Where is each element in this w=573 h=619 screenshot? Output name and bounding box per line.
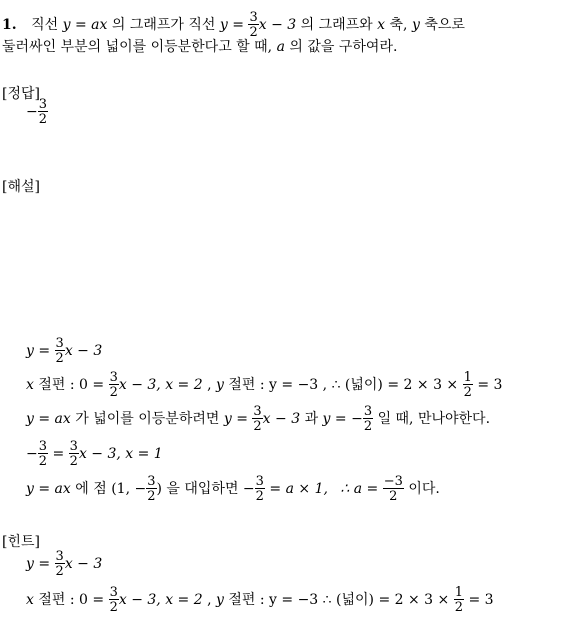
problem-text: 축, [389, 17, 408, 33]
solution-line-3 [26, 405, 490, 433]
hint-line-1 [26, 550, 102, 578]
math-var: x [26, 377, 34, 393]
math-expr: x − 3 [64, 343, 103, 359]
math-expr: y = [26, 556, 51, 572]
math-op: = [52, 446, 65, 462]
math-expr: = a × 1, [269, 481, 328, 497]
denominator: 2 [249, 25, 258, 40]
numerator: 3 [147, 474, 156, 489]
math-text: 에 점 (1, [75, 481, 131, 497]
problem-text: 둘러싸인 부분의 넓이를 이등분한다고 할 때, [2, 39, 273, 55]
math-var: x [26, 592, 34, 608]
hint-label: [힌트] [2, 534, 40, 550]
denominator: 2 [55, 351, 64, 366]
denominator: 2 [363, 419, 373, 434]
fraction [55, 550, 65, 578]
math-text: 절편 : y = −3 , ∴ (넓이) = 2 × 3 × [228, 377, 459, 393]
numerator: 3 [363, 404, 373, 419]
problem-number: 1. [2, 17, 17, 33]
numerator: 3 [109, 370, 118, 385]
fraction [109, 586, 119, 614]
math-var: y [411, 17, 420, 33]
math-expr: y = [26, 343, 51, 359]
solution-label: [해설] [2, 179, 40, 195]
math-expr: x − 3 [258, 17, 297, 33]
math-text: 절편 : 0 = [38, 377, 105, 393]
math-text: , [207, 592, 212, 608]
math-text: = 3 [477, 377, 503, 393]
math-expr: x = 2 [165, 377, 203, 393]
math-expr: y = [223, 411, 248, 427]
math-expr: x = 2 [165, 592, 203, 608]
numerator: 3 [55, 549, 64, 564]
math-var: y [216, 592, 224, 608]
denominator: 2 [69, 454, 78, 469]
fraction [69, 440, 79, 468]
problem-text: 의 그래프와 [300, 17, 373, 33]
fraction [55, 337, 65, 365]
math-var: ax [91, 17, 108, 33]
problem-text: 축으로 [424, 17, 465, 33]
math-expr: x − 3 [64, 556, 103, 572]
problem-text: 의 그래프가 직선 [111, 17, 216, 33]
answer-label: [정답] [2, 86, 40, 102]
denominator: 2 [109, 600, 118, 615]
problem-text: 직선 [31, 17, 59, 33]
denominator: 2 [255, 489, 264, 504]
numerator: 3 [38, 97, 48, 112]
math-expr: x − 3 [262, 411, 301, 427]
math-var: a [276, 39, 285, 55]
math-expr: x − 3, [118, 592, 161, 608]
math-var: y [219, 17, 228, 33]
math-expr: x − 3, [78, 446, 121, 462]
solution-line-4 [26, 440, 163, 468]
math-expr: ∴ a = [340, 481, 379, 497]
numerator: 1 [454, 585, 463, 600]
math-text: 과 [304, 411, 319, 427]
answer-sign: − [26, 104, 38, 120]
math-op: = [232, 17, 244, 33]
answer-value [26, 98, 48, 126]
math-text: = 3 [468, 592, 494, 608]
denominator: 2 [55, 564, 64, 579]
problem-line-2 [2, 36, 397, 56]
denominator: 2 [454, 600, 463, 615]
math-text: 절편 : 0 = [38, 592, 105, 608]
numerator: 3 [249, 10, 258, 25]
numerator: 3 [109, 585, 118, 600]
math-text: 가 넓이를 이등분하려면 [75, 411, 220, 427]
fraction [248, 11, 258, 39]
math-var: y [216, 377, 224, 393]
math-expr: x = 1 [125, 446, 163, 462]
math-text: ) 을 대입하면 − [156, 481, 255, 497]
fraction [252, 405, 262, 433]
denominator: 2 [463, 385, 472, 400]
math-op: = [74, 17, 87, 33]
math-expr: x − 3, [118, 377, 161, 393]
solution-line-2 [26, 371, 502, 399]
denominator: 2 [147, 489, 156, 504]
problem-line-1 [2, 11, 465, 39]
fraction [363, 405, 373, 433]
denominator: 2 [383, 488, 404, 503]
denominator: 2 [109, 385, 118, 400]
solution-line-1 [26, 337, 102, 365]
fraction [255, 475, 265, 503]
math-text: , [207, 377, 212, 393]
math-op: − [26, 446, 38, 462]
fraction [383, 475, 404, 503]
numerator: 1 [463, 370, 472, 385]
math-expr: y = ax [26, 411, 71, 427]
math-var: y [62, 17, 71, 33]
problem-text: 의 값을 구하여라. [289, 39, 398, 55]
math-expr: y = − [322, 411, 363, 427]
numerator: 3 [38, 439, 48, 454]
denominator: 2 [38, 112, 48, 127]
numerator: −3 [383, 474, 403, 489]
fraction [38, 440, 48, 468]
hint-line-2 [26, 586, 494, 614]
fraction [146, 475, 156, 503]
solution-line-5 [26, 475, 440, 503]
numerator: 3 [255, 474, 264, 489]
numerator: 3 [253, 404, 262, 419]
fraction [463, 371, 473, 399]
denominator: 2 [253, 419, 262, 434]
math-text: 일 때, 만나야한다. [377, 411, 491, 427]
fraction [38, 98, 48, 126]
fraction [454, 586, 464, 614]
fraction [109, 371, 119, 399]
math-text: 절편 : y = −3 ∴ (넓이) = 2 × 3 × [228, 592, 450, 608]
math-text: 이다. [408, 481, 440, 497]
numerator: 3 [55, 336, 64, 351]
denominator: 2 [38, 454, 48, 469]
math-op: − [134, 481, 147, 497]
numerator: 3 [69, 439, 78, 454]
math-expr: y = ax [26, 481, 71, 497]
math-var: x [377, 17, 386, 33]
